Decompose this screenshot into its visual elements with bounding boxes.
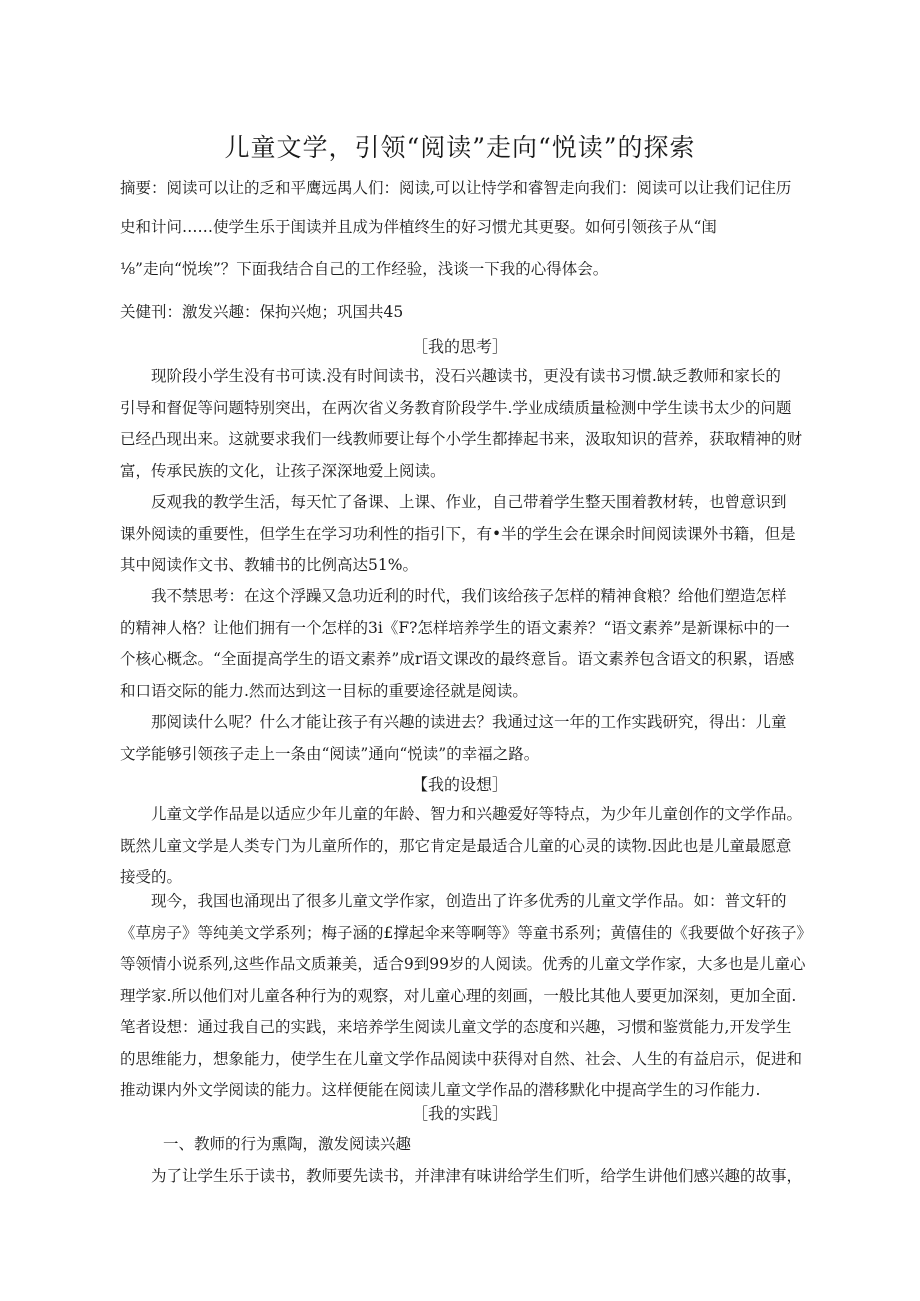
abstract-line: 摘要：阅读可以让的乏和平鹰远禺人们：阅读,可以让恃学和睿智走向我们：阅读可以让我们记住历: [120, 179, 792, 197]
section-heading-practice: ［我的实践］: [411, 1104, 508, 1123]
paragraph-line: 文学能够引领孩子走上一条由“阅读”通向“悦读”的幸福之路。: [120, 744, 540, 763]
paragraph-line: 为了让学生乐于读书，教师要先读书，并津津有味讲给学生们听，给学生讲他们感兴趣的故事，: [151, 1167, 803, 1185]
paragraph-line: 那阅读什么呢？什么才能让孩子有兴趣的读进去？我通过这一年的工作实践研究，得出：儿童: [151, 713, 787, 731]
paragraph-line: 笔者设想：通过我自己的实践，来培养学生阅读儿童文学的态度和兴趣，习惯和鉴赏能力,开发学生: [120, 1018, 792, 1036]
paragraph: [120, 799, 810, 894]
paragraph: [120, 581, 810, 707]
paragraph: [120, 361, 810, 487]
paragraph-line: 等领情小说系列,这些作品文质兼美，适合9到99岁的人阅读。优秀的儿童文学作家，大多也是儿童心: [120, 955, 806, 973]
paragraph: [120, 487, 810, 582]
paragraph-line: 的思维能力，想象能力，使学生在儿童文学作品阅读中获得对自然、社会、人生的有益启示，促进和: [120, 1049, 803, 1068]
section-heading-idea: 【我的设想］: [411, 775, 508, 794]
paragraph-line: 的精神人格？让他们拥有一个怎样的3i《F?怎样培养学生的语文素养？“语文素养”是新课标中的一: [120, 618, 790, 637]
abstract-line: ⅛”走向“悦埃”？下面我结合自己的工作经验，浅谈一下我的心得体会。: [120, 260, 609, 278]
paragraph-line: 课外阅读的重要性，但学生在学习功利性的指引下，有•半的学生会在课余时间阅读课外书籍，但是: [120, 524, 796, 543]
paragraph-line: 反观我的教学生活，每天忙了备课、上课、作业，自己带着学生整天围着教材转，也曾意识到: [151, 493, 787, 511]
paragraph-line: 个核心概念。“全面提高学生的语文素养”成r语文课改的最终意旨。语文素养包含语文的积累，语感: [120, 650, 795, 668]
paragraph-line: 现今，我国也涌现出了很多儿童文学作家，创造出了许多优秀的儿童文学作品。如：普文轩的: [151, 892, 787, 910]
paragraph-line: 《草房子》等纯美文学系列；梅子涵的£撑起伞来等啊等》等童书系列；黄僖佳的《我要做个好孩子》: [120, 923, 812, 942]
keywords: 关健刊：激发兴趣：保拘兴炮；巩国共45: [120, 303, 404, 321]
paragraph-line: 接受的。: [120, 868, 183, 886]
paragraph-line: 现阶段小学生没有书可读.没有时间读书，没石兴趣读书，更没有读书习惯.缺乏教师和家长的: [151, 367, 781, 385]
paragraph-line: 我不禁思考：在这个浮躁又急功近利的时代，我们该给孩子怎样的精神食粮？给他们塑造怎样: [151, 587, 787, 605]
paragraph-line: 理学家.所以他们对儿童各种行为的观察，对儿童心理的刻画，一般比其他人要更加深刻，更加全面.: [120, 986, 797, 1005]
section-heading-thinking: ［我的思考］: [411, 337, 508, 356]
paragraph-line: 推动课内外文学阅读的能力。这样便能在阅读儿童文学作品的潜移默化中提高学生的习作能力.: [120, 1081, 761, 1099]
paragraph-line: 和口语交际的能力.然而达到这一目标的重要途径就是阅读。: [120, 681, 528, 700]
paragraph: [120, 1161, 810, 1193]
page-title: 儿童文学，引领“阅读”走向“悦读”的探索: [224, 133, 696, 162]
abstract-line: 史和计问……使学生乐于闺读并且成为伴植终生的好习惯尤其更娶。如何引领孩子从“闺: [120, 218, 717, 236]
paragraph-line: 已经凸现出来。这就要求我们一线教师要让每个小学生都捧起书来，汲取知识的营养，获取精神的财: [120, 430, 803, 448]
paragraph-line: 儿童文学作品是以适应少年儿童的年龄、智力和兴趣爱好等特点，为少年儿童创作的文学作品。: [151, 805, 803, 823]
paragraph-line: 富，传承民族的文化，让孩子深深地爱上阅读。: [120, 461, 446, 480]
paragraph-line: 引导和督促等问题特别突出，在两次省义务教育阶段学牛.学业成绩质量检测中学生读书太少的问题: [120, 398, 792, 417]
paragraph: [120, 707, 810, 770]
subheading: 一、教师的行为熏陶，激发阅读兴趣: [163, 1135, 412, 1153]
paragraph: [120, 886, 810, 1107]
paragraph-line: 其中阅读作文书、教辅书的比例高达51%。: [120, 556, 418, 574]
paragraph-line: 既然儿童文学是人类专门为儿童所作的，那它肯定是最适合儿童的心灵的读物.因此也是儿童最愿意: [120, 836, 792, 855]
